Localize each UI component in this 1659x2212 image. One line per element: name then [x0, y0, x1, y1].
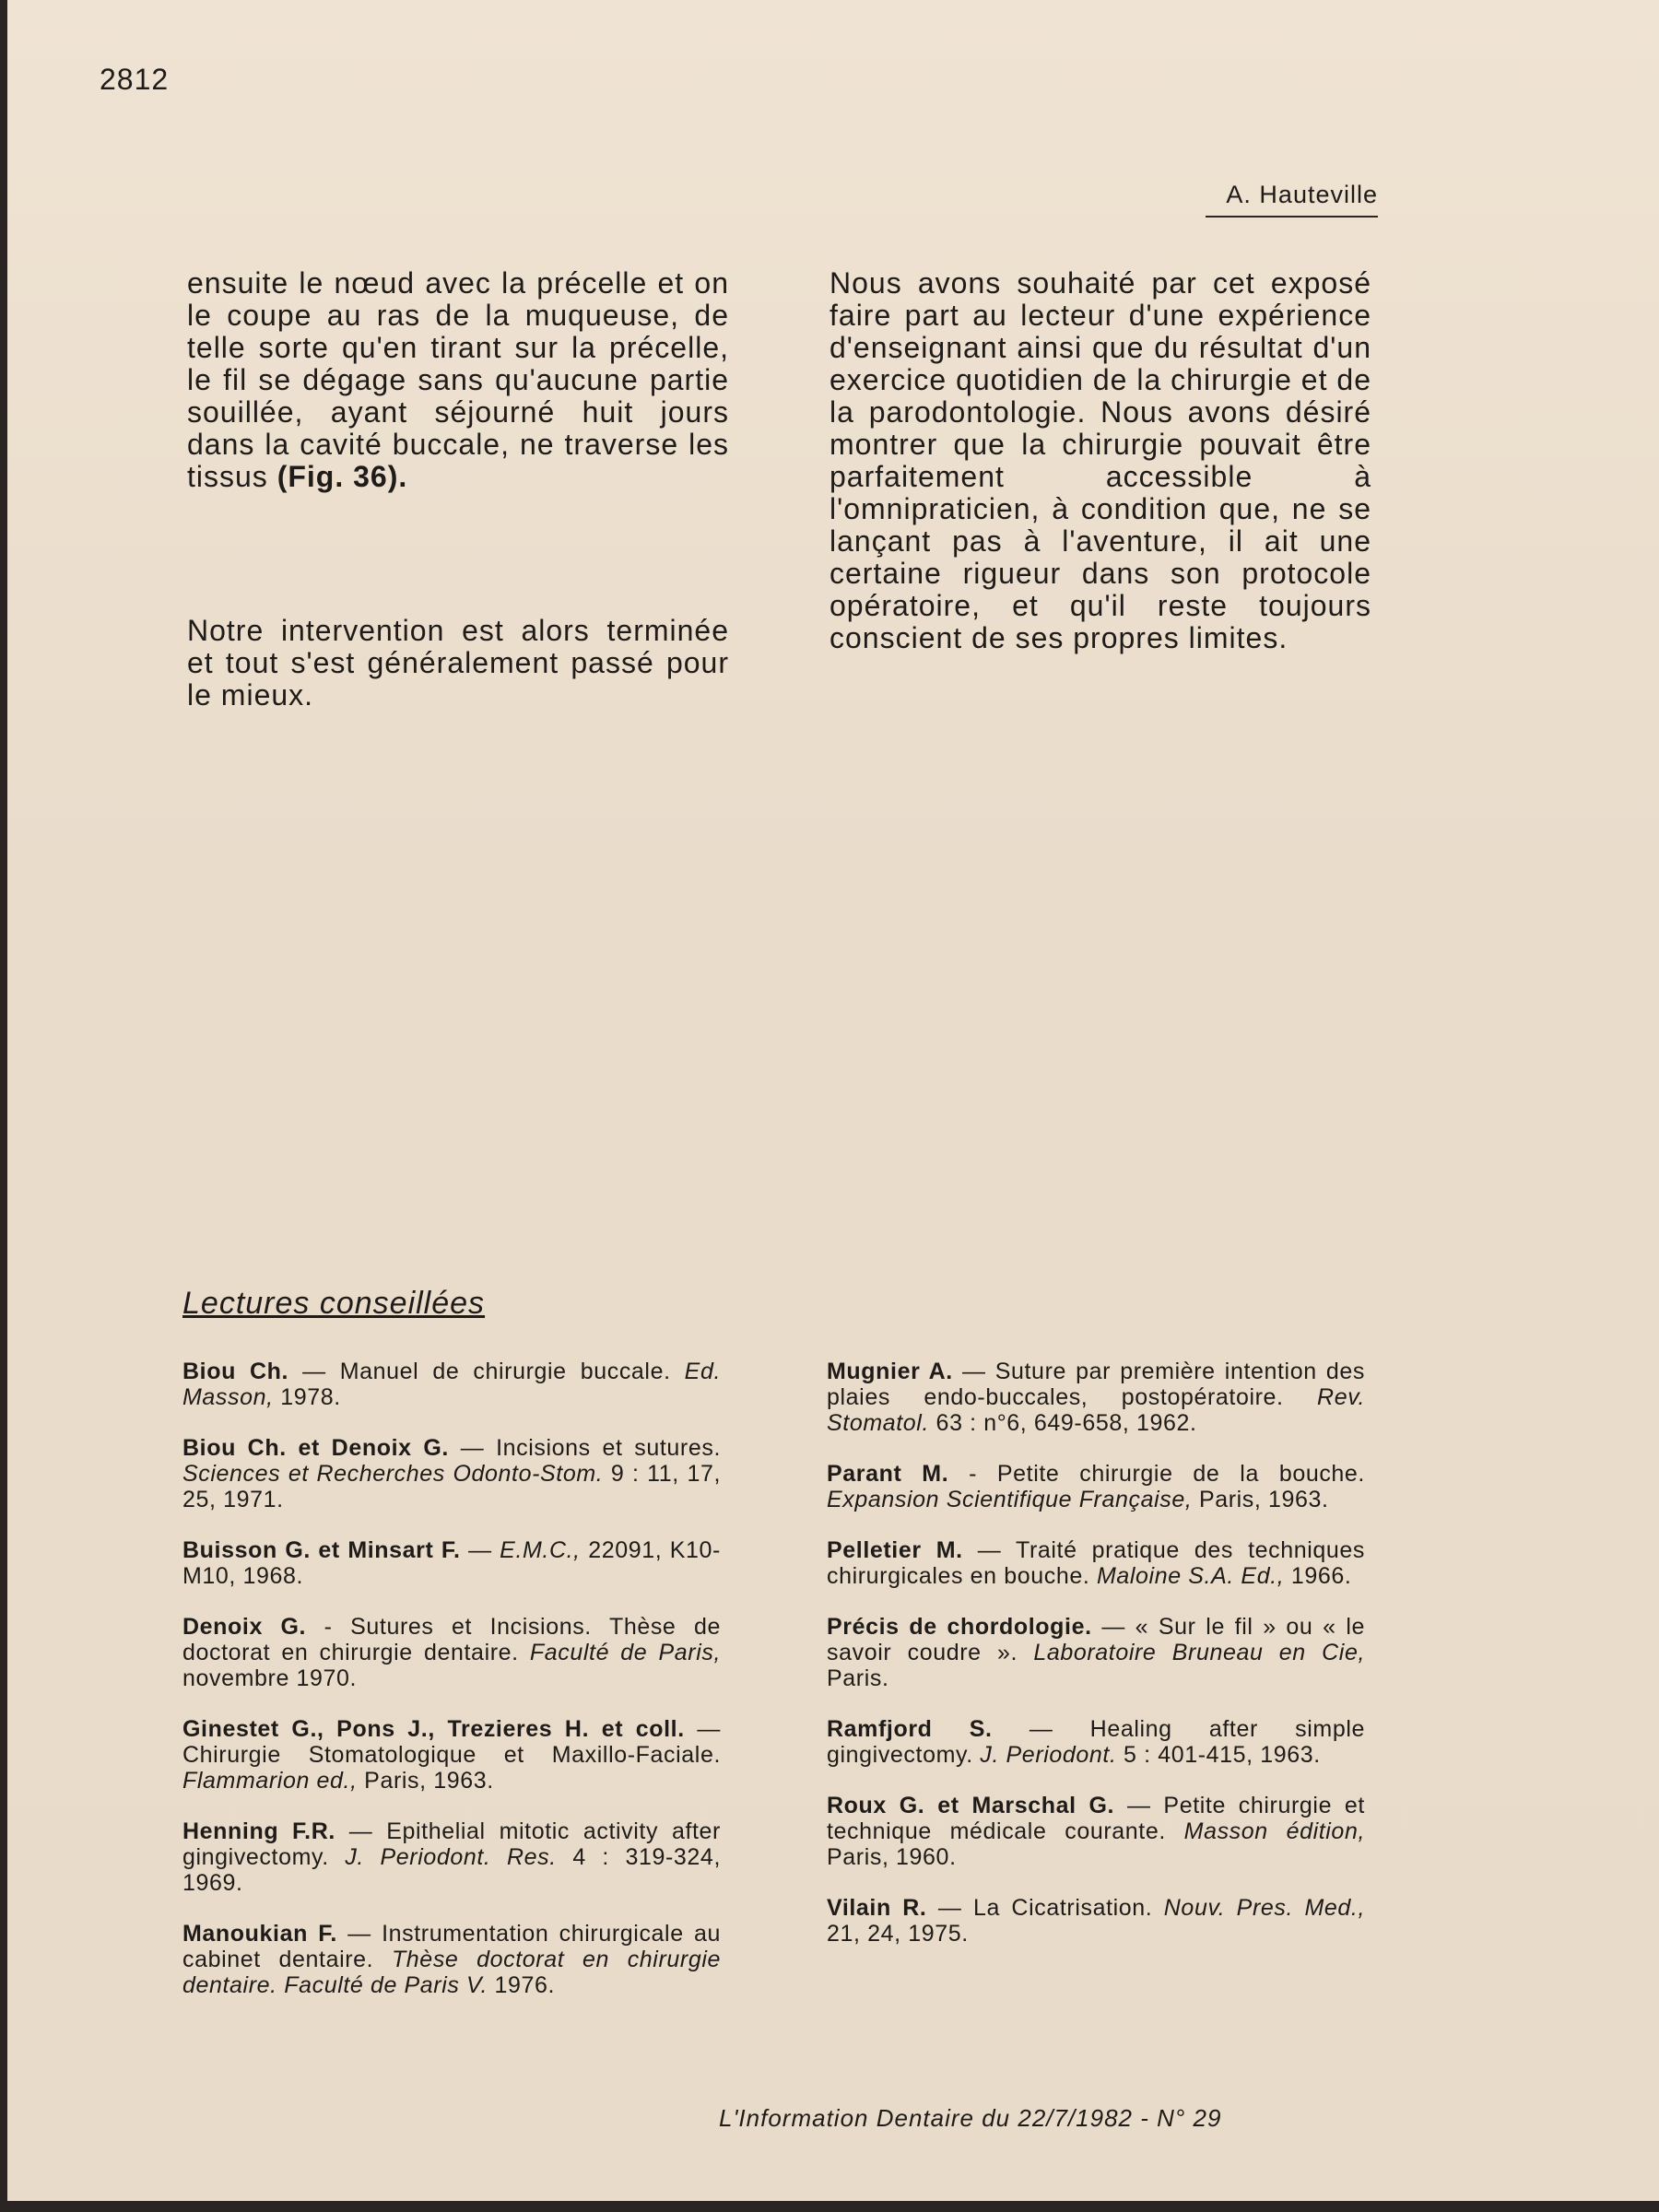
- reference-separator: —: [962, 1537, 1017, 1563]
- reference-author: Ginestet G., Pons J., Trezieres H. et coll.: [182, 1716, 685, 1742]
- reference-source: Faculté de Paris,: [529, 1640, 721, 1665]
- reference-separator: -: [306, 1614, 351, 1640]
- reference-source: Rev. Stomatol.: [827, 1384, 1365, 1436]
- paragraph-conclusion: Notre intervention est alors terminée et tout s'est généralement passé pour le mieux.: [187, 614, 729, 712]
- paragraph-summary: Nous avons souhaité par cet exposé faire part au lecteur d'une expérience d'enseignant ainsi que du résultat d'un exercice quotidien de la chirurgie et de la parodontologie. Nous avons désiré montrer que la chirurgie pouvait être parfaitement accessible à l'omnipraticien, à condition que, ne se lançant pas à l'aventure, il ait une certaine rigueur dans son protocole opératoire, et qu'il reste toujours conscient de ses propres limites.: [830, 266, 1371, 654]
- reference-details: 4 : 319-324, 1969.: [182, 1844, 721, 1896]
- reference-source: Sciences et Recherches Odonto-Stom.: [182, 1461, 604, 1487]
- reference-source: J. Periodont.: [980, 1742, 1117, 1768]
- reference-entry: [827, 1537, 1365, 1589]
- reference-entry: [182, 1614, 721, 1691]
- reference-details: Paris.: [827, 1665, 889, 1691]
- references-list-left: [182, 1359, 721, 2023]
- reference-source: E.M.C.,: [500, 1537, 581, 1563]
- reference-details: novembre 1970.: [182, 1665, 358, 1691]
- reference-details: Paris, 1963.: [1192, 1487, 1329, 1512]
- reference-separator: —: [992, 1716, 1090, 1742]
- reference-details: 1978.: [273, 1384, 341, 1410]
- reference-author: Parant M.: [827, 1461, 949, 1487]
- page-left-edge: [0, 0, 7, 2212]
- reference-title: Suture par première intention des plaies endo-buccales, postopératoire.: [827, 1359, 1365, 1410]
- reference-details: 9 : 11, 17, 25, 1971.: [182, 1461, 722, 1512]
- reference-details: 5 : 401-415, 1963.: [1116, 1742, 1321, 1768]
- reference-separator: —: [288, 1359, 340, 1384]
- reference-author: Vilain R.: [827, 1895, 927, 1921]
- reference-source: Maloine S.A. Ed.,: [1096, 1563, 1285, 1589]
- reference-source: Expansion Scientifique Française,: [827, 1487, 1193, 1512]
- reference-author: Précis de chordologie.: [827, 1614, 1092, 1640]
- reference-entry: [182, 1537, 721, 1589]
- reference-author: Henning F.R.: [182, 1818, 335, 1844]
- reference-author: Pelletier M.: [827, 1537, 963, 1563]
- reference-separator: —: [952, 1359, 995, 1384]
- reference-details: Paris, 1960.: [827, 1844, 957, 1870]
- figure-reference: (Fig. 36).: [276, 460, 408, 493]
- reference-title: La Cicatrisation.: [972, 1895, 1164, 1921]
- paragraph-suture-removal: [187, 267, 729, 493]
- reference-author: Roux G. et Marschal G.: [827, 1793, 1115, 1818]
- paragraph-text: ensuite le nœud avec la précelle et on le coupe au ras de la muqueuse, de telle sorte qu'en tirant sur la précelle, le fil se dégage sans qu'aucune partie souillée, ayant séjourné huit jours dans la cavité buccale, ne traverse les tissus: [187, 266, 729, 493]
- reference-separator: -: [948, 1461, 997, 1487]
- reference-entry: [182, 1435, 721, 1512]
- reference-title: Manuel de chirurgie buccale.: [339, 1359, 685, 1384]
- reference-details: Paris, 1963.: [357, 1768, 494, 1794]
- reference-separator: —: [448, 1435, 497, 1461]
- reference-details: 1966.: [1284, 1563, 1352, 1589]
- reference-entry: [827, 1895, 1365, 1947]
- reference-title: « Sur le fil » ou « le savoir coudre ».: [827, 1614, 1365, 1665]
- reference-details: 63 : n°6, 649-658, 1962.: [929, 1410, 1197, 1436]
- reference-entry: [182, 1921, 721, 1998]
- reference-title: Chirurgie Stomatologique et Maxillo-Faciale.: [182, 1742, 721, 1768]
- author-header: A. Hauteville: [1226, 181, 1378, 208]
- reference-author: Biou Ch.: [182, 1359, 289, 1384]
- reference-title: Healing after simple gingivectomy.: [827, 1716, 1365, 1768]
- reference-title: Traité pratique des techniques chirurgicales en bouche.: [827, 1537, 1365, 1589]
- reference-entry: [827, 1614, 1365, 1691]
- reference-separator: —: [336, 1921, 382, 1947]
- reference-separator: —: [1091, 1614, 1135, 1640]
- reference-title: Instrumentation chirurgicale au cabinet dentaire.: [182, 1921, 721, 1972]
- reference-entry: [182, 1716, 721, 1794]
- reference-title: Petite chirurgie et technique médicale courante.: [827, 1793, 1365, 1844]
- reference-separator: —: [926, 1895, 973, 1921]
- reference-separator: —: [684, 1716, 721, 1742]
- reference-source: Thèse doctorat en chirurgie dentaire. Faculté de Paris V.: [182, 1947, 721, 1998]
- reference-author: Ramfjord S.: [827, 1716, 993, 1742]
- reference-entry: [182, 1818, 721, 1896]
- references-list-right: [827, 1359, 1365, 1971]
- reference-separator: —: [335, 1818, 387, 1844]
- reference-source: Masson édition,: [1183, 1818, 1365, 1844]
- reference-author: Manoukian F.: [182, 1921, 337, 1947]
- reference-title: Incisions et sutures.: [496, 1435, 721, 1461]
- reference-source: Nouv. Pres. Med.,: [1163, 1895, 1365, 1921]
- reference-details: 22091, K10-M10, 1968.: [182, 1537, 721, 1589]
- reference-source: Flammarion ed.,: [182, 1768, 358, 1794]
- reference-source: Laboratoire Bruneau en Cie,: [1033, 1640, 1365, 1665]
- reference-entry: [182, 1359, 721, 1410]
- reference-details: 1976.: [488, 1972, 556, 1998]
- reference-source: Ed. Masson,: [182, 1359, 721, 1410]
- reference-details: 21, 24, 1975.: [827, 1921, 969, 1947]
- reference-author: Buisson G. et Minsart F.: [182, 1537, 461, 1563]
- reference-separator: —: [1114, 1793, 1164, 1818]
- reference-entry: [827, 1359, 1365, 1436]
- reference-title: Petite chirurgie de la bouche.: [996, 1461, 1365, 1487]
- reference-author: Biou Ch. et Denoix G.: [182, 1435, 449, 1461]
- reference-entry: [827, 1716, 1365, 1768]
- reference-title: Sutures et Incisions. Thèse de doctorat en chirurgie dentaire.: [182, 1614, 721, 1665]
- author-underline: [1206, 216, 1378, 218]
- references-heading: Lectures conseillées: [182, 1286, 486, 1321]
- reference-source: J. Periodont. Res.: [345, 1844, 557, 1870]
- journal-footer: L'Information Dentaire du 22/7/1982 - N° 29: [719, 2104, 1222, 2132]
- reference-author: Mugnier A.: [827, 1359, 953, 1384]
- reference-entry: [827, 1461, 1365, 1512]
- reference-separator: —: [460, 1537, 500, 1563]
- page-bottom-edge: [0, 2201, 1659, 2212]
- reference-entry: [827, 1793, 1365, 1870]
- reference-author: Denoix G.: [182, 1614, 307, 1640]
- reference-title: Epithelial mitotic activity after gingivectomy.: [182, 1818, 721, 1870]
- page-number: 2812: [100, 63, 170, 96]
